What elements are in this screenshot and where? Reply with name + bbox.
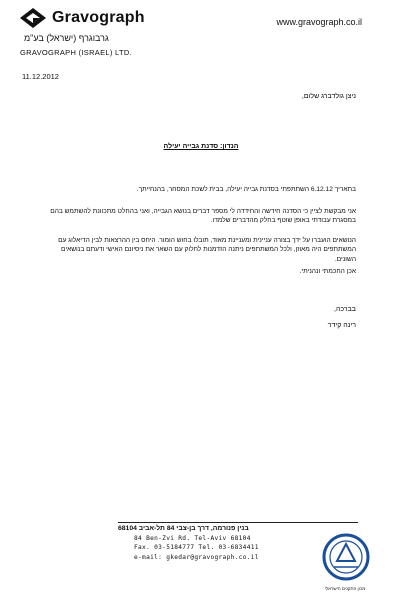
standards-institute-label: מכון התקנים הישראלי [324,586,366,591]
standards-institute-icon [320,531,372,583]
subject-text: הנדון: סדנת גבייה יעילה [163,143,239,150]
brand-name: Gravograph [52,9,145,26]
footer-fax-tel: Fax. 03-5184777 Tel. 03-6834411 [134,544,259,551]
letterhead-logo [18,7,188,59]
letter-date: 11.12.2012 [22,72,59,81]
footer-address-english: 84 Ben-Zvi Rd. Tel-Aviv 68104 [134,534,251,542]
brand-name-hebrew: גרבוגרף (ישראל) בע"מ [24,33,109,43]
closing: בברכה, [334,306,356,313]
website-link[interactable]: www.gravograph.co.il [276,17,362,27]
paragraph-3: הנושאים הועברו על ידך בצורה עניינית ומעניינת מאוד, תובלו בחוש הומור. היחס בין ההרצאות לבין הדיאלוג עם המשתתפים היה מאוזן, ולכל המשתתפים ניתנה הזדמנות לחלוק עם השאר את ניסיונם האישי ודעתם בנושאים השונים. [58,237,356,263]
footer-contact [118,524,278,562]
greeting: ניצן גולדברג שלום, [301,93,356,100]
footer-email[interactable]: e-mail: gkedar@gravograph.co.il [134,553,259,561]
subject-line [0,143,402,150]
paragraph-4: אכן החכמתי ונהניתי. [299,268,356,275]
paragraph-2: אני מבקשת לציין כי הסדנה חידשה והחידדה לי מספר דברים בנושא הגבייה, ואני בהחלט מתכוונת להשתמש בהם במסגרת עבודתי באופן שוטף בחלק מהדברים שלמדו. [50,208,356,225]
footer-address-hebrew: בנין פנורמה, דרך בן-צבי 84 תל-אביב 68104 [118,525,249,532]
footer-divider [118,522,358,523]
signer-name: רינה קידר [327,322,356,329]
gravograph-logo-icon [18,7,48,29]
brand-name-english: GRAVOGRAPH (ISRAEL) LTD. [20,48,132,57]
paragraph-1: בתאריך 6.12.12 השתתפתי בסדנת גבייה יעילה, בבית לשכת המסחר, בהנחייתך. [136,186,356,193]
